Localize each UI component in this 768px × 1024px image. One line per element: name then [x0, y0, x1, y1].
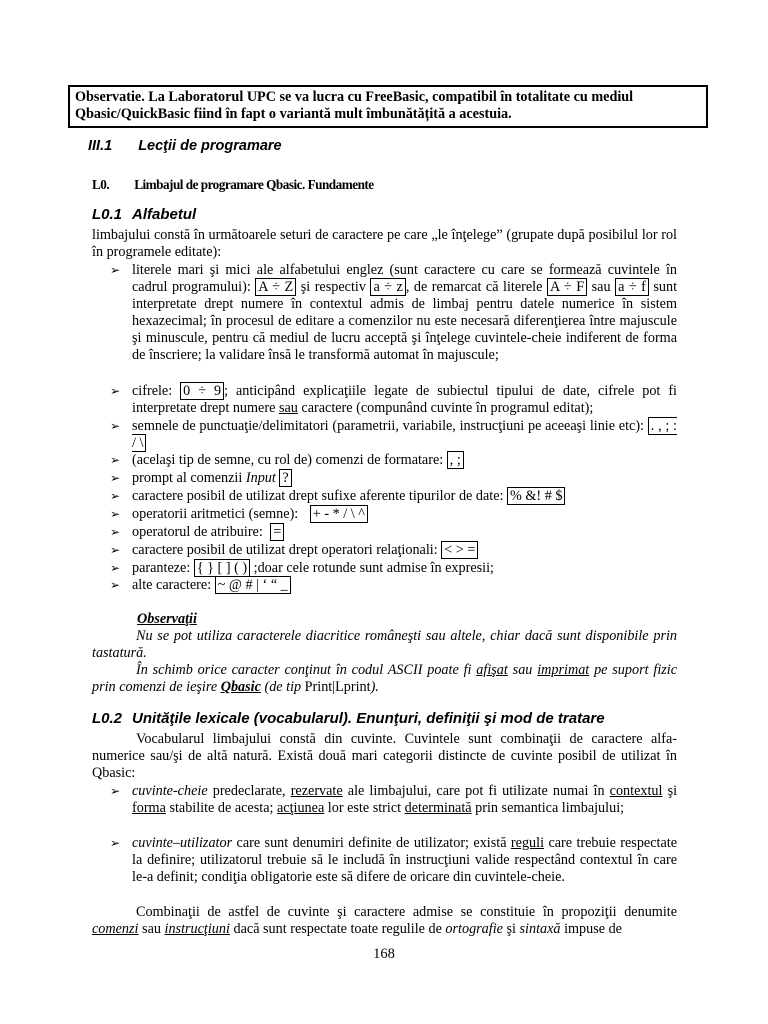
formatting-box: , ; [447, 451, 464, 469]
observations-title: Observaţii [137, 611, 197, 627]
arithmetic-box: + - * / \ ^ [310, 505, 368, 523]
list-item-suffixes: caractere posibil de utilizat drept sufixe aferente tipurilor de date: % &! # $ [132, 488, 677, 505]
arrow-bullet-icon: ➢ [110, 489, 121, 503]
observation-ascii: În schimb orice caracter conţinut în codul ASCII poate fi afişat sau imprimat pe suport fizic prin comenzi de ieşire Qbasic (de tip Print|Lprint). [92, 662, 678, 695]
list-item-digits: cifrele: 0 ÷ 9 ; anticipând explicaţiile legate de subiectul tipului de date, cifrele pot fi interpretate drept numere sau caractere (compunând cuvinte în programul editat); [132, 383, 677, 416]
punctuation-box: . , ; : / \ [132, 418, 678, 451]
prompt-box: ? [279, 469, 291, 487]
lesson-title: Limbajul de programare Qbasic. Fundamente [134, 177, 374, 192]
suffix-box: % &! # $ [507, 487, 565, 505]
assignment-box: = [270, 523, 284, 541]
list-item-parentheses: paranteze: { } [ ] ( ) ;doar cele rotunde sunt admise în expresii; [132, 560, 494, 576]
vocabulary-paragraph: Vocabularul limbajului constă din cuvinte. Cuvintele sunt combinaţii de caractere alfa-numerice sau/şi de altă natură. Există două mari categorii distincte de cuvinte posibil de utilizat în Qbasic: [92, 731, 677, 781]
list-item-other: alte caractere: ~ @ # | ‘ “ _ [132, 577, 677, 594]
list-item-keywords: cuvinte-cheie predeclarate, rezervate ale limbajului, care pot fi utilizate numai în contextul şi forma stabilite de acesta; acţiunea lor este strict determinată prin semantica limbajului; [132, 783, 678, 816]
subsection-2-heading [92, 710, 605, 727]
range-box-lower: a ÷ z [370, 278, 405, 296]
commands-paragraph: Combinaţii de astfel de cuvinte şi caractere admise se constituie în propoziţii denumite comenzi sau instrucţiuni dacă sunt respectate toate regulile de ortografie şi sintaxă impuse de [92, 904, 677, 937]
arrow-bullet-icon: ➢ [110, 578, 121, 592]
arrow-bullet-icon: ➢ [110, 419, 121, 433]
lesson-heading [92, 177, 374, 193]
arrow-bullet-icon: ➢ [110, 263, 121, 277]
observation-box: Observatie. La Laboratorul UPC se va lucra cu FreeBasic, compatibil în totalitate cu mediul Qbasic/QuickBasic fiind în fapt o variantă mult îmbunătățită a acestuia. [68, 85, 708, 128]
range-box-hex-upper: A ÷ F [547, 278, 587, 296]
list-item-prompt: prompt al comenzii Input ? [132, 470, 677, 487]
list-item-assignment: operatorul de atribuire: = [132, 524, 677, 541]
arrow-bullet-icon: ➢ [110, 525, 121, 539]
arrow-bullet-icon: ➢ [110, 384, 121, 398]
list-item-punctuation: semnele de punctuaţie/delimitatori (parametrii, variabile, instrucţiuni pe aceeaşi linie etc): . , ; : / \ [132, 418, 678, 451]
parentheses-box: { } [ ] ( ) [194, 559, 250, 577]
list-item-formatting: (acelaşi tip de semne, cu rol de) comenzi de formatare: , ; [132, 452, 677, 469]
observation-diacritics: Nu se pot utiliza caracterele diacritice româneşti sau altele, chiar dacă sunt disponibile prin tastatură. [92, 628, 677, 661]
list-item-letters: literele mari şi mici ale alfabetului englez (sunt caractere cu care se formează cuvintele în cadrul programului): A ÷ Z şi respectiv a ÷ z , de remarcat că literele A ÷ F sau a ÷ f sunt interpretate drept numere în contextul admis de limbaj pentru datele numerice în sistem hexazecimal; în procesul de editare a comenzilor nu este necesară diferenţierea între majuscule şi minuscule, pentru că mediul de lucru acceptă şi înţelege cuvintele-cheie indiferent de forma de înscriere; la validare însă le transformă automat în majuscule; [132, 262, 678, 363]
arrow-bullet-icon: ➢ [110, 543, 121, 557]
sub1-title: Alfabetul [132, 206, 197, 223]
range-box-hex-lower: a ÷ f [615, 278, 649, 296]
page-number: 168 [373, 946, 395, 962]
section-heading [88, 138, 282, 154]
arrow-bullet-icon: ➢ [110, 507, 121, 521]
arrow-bullet-icon: ➢ [110, 471, 121, 485]
alphabet-intro: limbajului constă în următoarele seturi de caractere pe care „le înţelege” (grupate după posibilul lor rol în programele editate): [92, 227, 677, 260]
other-chars-box: ~ @ # | ‘ “ _ [215, 576, 291, 594]
relational-box: < > = [441, 541, 478, 559]
arrow-bullet-icon: ➢ [110, 453, 121, 467]
arrow-bullet-icon: ➢ [110, 784, 121, 798]
section-title: Lecţii de programare [138, 138, 282, 154]
list-item-user-words: cuvinte–utilizator care sunt denumiri definite de utilizator; există reguli care trebuie respectate la definire; utilizatorul trebuie să le includă în instrucţiuni valide respectând contextul în care le-a definit; condiţia obligatorie este să difere de oricare din cuvintele-cheie. [132, 835, 677, 885]
sub2-number: L0.2 [92, 710, 123, 727]
list-item-relational: caractere posibil de utilizat drept operatori relaţionali: < > = [132, 542, 677, 559]
list-item-arithmetic: operatorii aritmetici (semne): + - * / \ ^ [132, 506, 677, 523]
sub2-title: Unităţile lexicale (vocabularul). Enunţuri, definiţii şi mod de tratare [132, 710, 605, 727]
lesson-number: L0. [92, 177, 110, 192]
subsection-1-heading [92, 206, 196, 223]
digit-range-box: 0 ÷ 9 [180, 382, 224, 400]
arrow-bullet-icon: ➢ [110, 836, 121, 850]
range-box-upper: A ÷ Z [255, 278, 296, 296]
sub1-number: L0.1 [92, 206, 123, 223]
arrow-bullet-icon: ➢ [110, 561, 121, 575]
section-number: III.1 [88, 138, 113, 154]
